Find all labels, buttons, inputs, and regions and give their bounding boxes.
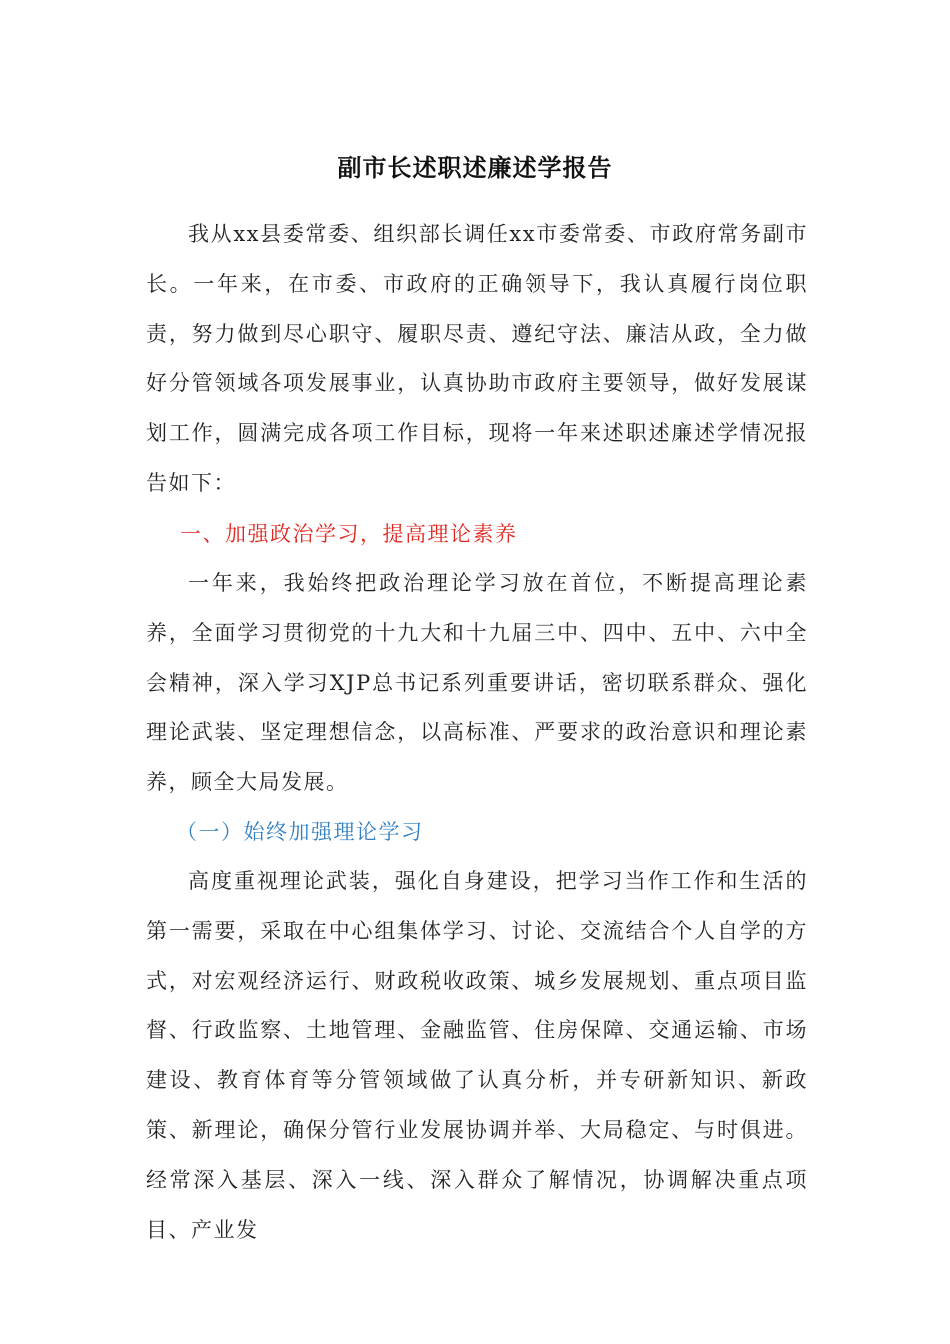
section-heading-1: 一、加强政治学习，提高理论素养 [180,522,518,546]
subsection-1-paragraph: 高度重视理论武装，强化自身建设，把学习当作工作和生活的第一需要，采取在中心组集体学习、讨论、交流结合个人自学的方式，对宏观经济运行、财政税收政策、城乡发展规划、重点项目监督、行政监察、土地管理、金融监管、住房保障、交通运输、市场建设、教育体育等分管领域做了认真分析，并专研新知识、新政策、新理论，确保分管行业发展协调并举、大局稳定、与时俱进。经常深入基层、深入一线、深入群众了解情况，协调解决重点项目、产业发 [146,869,808,1242]
document-title: 副市长述职述廉述学报告 [337,153,613,182]
intro-paragraph: 我从xx县委常委、组织部长调任xx市委常委、市政府常务副市长。一年来，在市委、市政府的正确领导下，我认真履行岗位职责，努力做到尽心职守、履职尽责、遵纪守法、廉洁从政，全力做好分管领域各项发展事业，认真协助市政府主要领导，做好发展谋划工作，圆满完成各项工作目标，现将一年来述职述廉述学情况报告如下： [146,222,808,495]
section-1-paragraph: 一年来，我始终把政治理论学习放在首位，不断提高理论素养，全面学习贯彻党的十九大和十九届三中、四中、五中、六中全会精神，深入学习XJP总书记系列重要讲话，密切联系群众、强化理论武装、坚定理想信念，以高标准、严要求的政治意识和理论素养，顾全大局发展。 [146,571,808,795]
subsection-heading-1: （一）始终加强理论学习 [176,820,424,844]
